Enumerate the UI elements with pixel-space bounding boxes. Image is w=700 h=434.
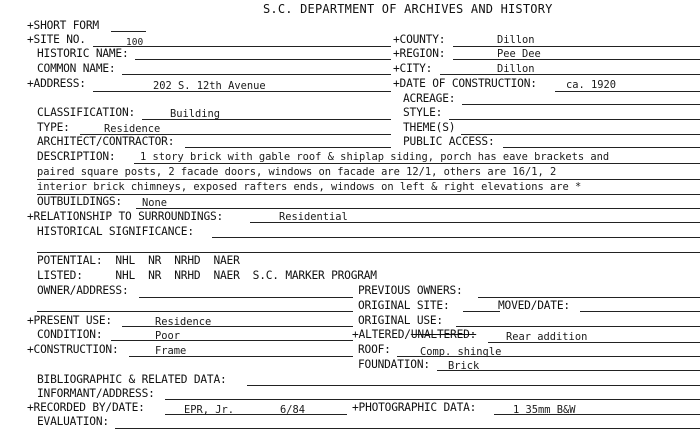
potential-label: POTENTIAL: NHL NR NRHD NAER — [37, 254, 240, 267]
unaltered-struck: UNALTERED: — [410, 328, 477, 341]
county-value: Dillon — [497, 34, 535, 46]
county-label: +COUNTY: — [393, 33, 446, 46]
foundation-value: Brick — [448, 360, 480, 372]
informant-label: INFORMANT/ADDRESS: — [37, 387, 155, 400]
public-access-line — [503, 147, 700, 148]
condition-value: Poor — [155, 330, 181, 342]
site-no-value: 100 — [126, 37, 144, 48]
date-of-construction-value: ca. 1920 — [566, 79, 617, 91]
altered-value: Rear addition — [506, 331, 588, 343]
photographic-label: +PHOTOGRAPHIC DATA: — [352, 401, 477, 414]
bibliographic-line — [247, 385, 700, 386]
architect-label: ARCHITECT/CONTRACTOR: — [37, 135, 175, 148]
form-header: S.C. DEPARTMENT OF ARCHIVES AND HISTORY — [263, 2, 553, 16]
informant-line — [165, 399, 700, 400]
previous-owners-line — [478, 297, 700, 298]
theme-label: THEME(S) — [403, 121, 456, 134]
previous-owners-label: PREVIOUS OWNERS: — [358, 284, 463, 297]
altered-label — [352, 329, 476, 340]
recorded-by-label: +RECORDED BY/DATE: — [27, 401, 145, 414]
description-rule-3 — [37, 194, 700, 195]
short-form-line — [111, 31, 146, 32]
city-line — [440, 74, 700, 75]
address-value: 202 S. 12th Avenue — [153, 80, 266, 92]
historical-significance-line — [212, 237, 700, 238]
relationship-line — [250, 222, 700, 223]
style-label: STYLE: — [403, 106, 443, 119]
county-line — [453, 46, 700, 47]
recorded-by-line — [165, 414, 347, 415]
description-line-1: 1 story brick with gable roof & shiplap siding, porch has eave brackets and — [140, 151, 610, 163]
date-of-construction-label: +DATE OF CONSTRUCTION: — [393, 77, 537, 90]
acreage-label: ACREAGE: — [403, 92, 456, 105]
description-label: DESCRIPTION: — [37, 150, 116, 163]
altered-prefix: +ALTERED/ — [352, 328, 411, 341]
altered-line — [488, 342, 700, 343]
classification-value: Building — [170, 108, 221, 120]
site-no-label: +SITE NO. — [27, 33, 86, 46]
condition-label: CONDITION: — [37, 328, 103, 341]
evaluation-line — [115, 428, 700, 429]
acreage-line — [462, 104, 700, 105]
city-value: Dillon — [497, 63, 535, 75]
evaluation-label: EVALUATION: — [37, 415, 109, 428]
style-line — [449, 119, 700, 120]
date-of-construction-line — [555, 91, 700, 92]
roof-line — [397, 356, 700, 357]
construction-label: +CONSTRUCTION: — [27, 343, 119, 356]
outbuildings-label: OUTBUILDINGS: — [37, 195, 122, 208]
public-access-label: PUBLIC ACCESS: — [403, 135, 495, 148]
listed-label: LISTED: NHL NR NRHD NAER S.C. MARKER PROGRAM — [37, 269, 377, 282]
common-name-label: COMMON NAME: — [37, 62, 116, 75]
recorded-by-value: EPR, Jr. — [184, 404, 235, 416]
original-use-line — [456, 326, 700, 327]
relationship-value: Residential — [279, 211, 348, 223]
region-line — [453, 59, 700, 60]
recorded-date-value: 6/84 — [280, 404, 306, 416]
historic-name-label: HISTORIC NAME: — [37, 47, 129, 60]
original-site-line — [463, 311, 500, 312]
description-line-3: interior brick chimneys, exposed rafters ends, windows on left & right elevations are * — [37, 181, 582, 193]
relationship-label: +RELATIONSHIP TO SURROUNDINGS: — [27, 210, 224, 223]
foundation-line — [437, 370, 700, 371]
original-use-label: ORIGINAL USE: — [358, 314, 443, 327]
city-label: +CITY: — [393, 62, 433, 75]
short-form-label: +SHORT FORM — [27, 19, 99, 32]
roof-value: Comp. shingle — [420, 346, 502, 358]
classification-line — [142, 119, 391, 120]
type-value: Residence — [104, 123, 161, 135]
address-line — [93, 91, 391, 92]
foundation-label: FOUNDATION: — [358, 358, 430, 371]
moved-date-label: MOVED/DATE: — [498, 299, 570, 312]
original-site-label: ORIGINAL SITE: — [358, 299, 450, 312]
outbuildings-value: None — [142, 197, 168, 209]
present-use-label: +PRESENT USE: — [27, 314, 112, 327]
description-line-2: paired square posts, 2 facade doors, windows on facade are 12/1, others are 16/1, 2 — [37, 166, 557, 178]
present-use-value: Residence — [155, 316, 212, 328]
site-no-line — [93, 46, 391, 47]
owner-address-line-2 — [37, 311, 353, 312]
present-use-line — [122, 326, 353, 327]
address-label: +ADDRESS: — [27, 77, 86, 90]
theme-line — [461, 134, 700, 135]
architect-line — [185, 147, 391, 148]
common-name-line — [122, 74, 391, 75]
moved-date-line — [580, 311, 700, 312]
description-rule-2 — [37, 179, 700, 180]
outbuildings-line — [136, 208, 700, 209]
owner-address-label: OWNER/ADDRESS: — [37, 284, 129, 297]
photographic-value: 1 35mm B&W — [513, 404, 576, 416]
region-label: +REGION: — [393, 47, 446, 60]
owner-address-line — [139, 297, 353, 298]
bibliographic-label: BIBLIOGRAPHIC & RELATED DATA: — [37, 373, 227, 386]
condition-line — [111, 340, 353, 341]
historic-name-line — [135, 59, 391, 60]
photographic-line — [494, 414, 700, 415]
description-rule-1 — [134, 163, 700, 164]
historical-significance-label: HISTORICAL SIGNIFICANCE: — [37, 225, 194, 238]
historical-significance-line-2 — [37, 252, 700, 253]
classification-label: CLASSIFICATION: — [37, 106, 136, 119]
construction-value: Frame — [155, 345, 187, 357]
construction-line — [129, 356, 353, 357]
region-value: Pee Dee — [497, 48, 541, 60]
type-label: TYPE: — [37, 121, 70, 134]
roof-label: ROOF: — [358, 343, 391, 356]
